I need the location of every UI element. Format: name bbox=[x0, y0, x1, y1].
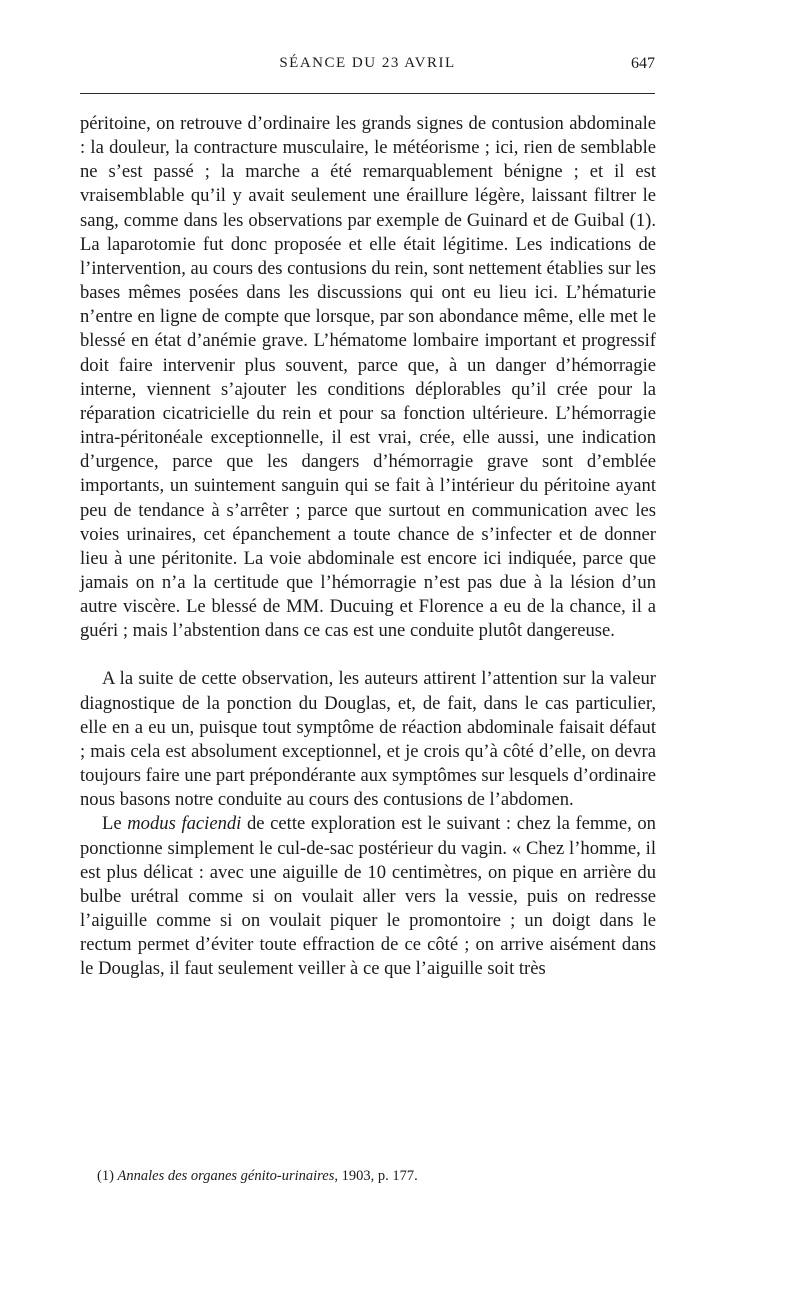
header-rule bbox=[80, 93, 655, 94]
footnote-journal: Annales des organes génito-urinaires bbox=[117, 1168, 335, 1184]
paragraph-modus-faciendi bbox=[80, 812, 656, 981]
paragraph-continuation: péritoine, on retrouve d’ordinaire les grands signes de contusion abdominale : la douleur, la contracture musculaire, le météorisme ; ici, rien de semblable ne s’est passé ; la marche a été remarquablement bénigne ; et il est vraisemblable qu’il y avait seulement une éraillure légère, laissant filtrer le sang, comme dans les observations par exemple de Guinard et de Guibal (1). La laparotomie fut donc proposée et elle était légitime. Les indications de l’intervention, au cours des contusions du rein, sont nettement établies sur les bases mêmes posées dans les discussions qui ont eu lieu ici. L’hématurie n’entre en ligne de compte que lorsque, par son abondance même, elle met le blessé en état d’anémie grave. L’hématome lombaire important et progressif doit faire intervenir plus souvent, parce que, à un danger d’hémorragie interne, viennent s’ajouter les conditions déplorables qu’il crée pour la réparation cicatricielle du rein et pour sa fonction ultérieure. L’hémorragie intra-péritonéale exceptionnelle, il est vrai, crée, elle aussi, une indication d’urgence, parce que les dangers d’hémorragie grave sont d’emblée importants, un suintement sanguin qui se fait à l’intérieur du péritoine ayant peu de tendance à s’arrêter ; parce que surtout en communication avec les voies urinaires, cet épanchement a toute chance de s’infecter et de donner lieu à une péritonite. La voie abdominale est encore ici indiquée, parce que jamais on n’a la certitude que l’hémorragie n’est pas due à la lésion d’un autre viscère. Le blessé de MM. Ducuing et Florence a eu de la chance, il a guéri ; mais l’abstention dans ce cas est une conduite plutôt dangereuse. bbox=[80, 113, 656, 642]
footnote bbox=[97, 1166, 657, 1186]
footnote-reference: , 1903, p. 177. bbox=[334, 1168, 418, 1184]
paragraph-douglas-puncture: A la suite de cette observation, les auteurs attirent l’attention sur la valeur diagnostique de la ponction du Douglas, et, de fait, dans le cas particulier, elle en a eu un, puisque tout symptôme de réaction abdominale faisait défaut ; mais cela est absolument exceptionnel, et je crois qu’à côté d’elle, on devra toujours faire une part prépondérante aux symptômes sur lesquels d’ordinaire nous basons notre conduite au cours des contusions de l’abdomen. bbox=[80, 668, 656, 811]
footnote-marker: (1) bbox=[97, 1168, 118, 1184]
page-number: 647 bbox=[631, 55, 655, 72]
para3-text: de cette exploration est le suivant : chez la femme, on ponctionne simplement le cul-de-sac postérieur du vagin. « Chez l’homme, il est plus délicat : avec une aiguille de 10 centimètres, on pique en arrière du bulbe urétral comme si on voulait aller vers la vessie, puis on redresse l’aiguille comme si on voulait piquer le promontoire ; un doigt dans le rectum permet d’éviter toute effraction de ce côté ; on arrive aisément dans le Douglas, il faut seulement veiller à ce que l’aiguille soit très bbox=[80, 813, 656, 980]
running-head bbox=[80, 55, 655, 85]
body-text bbox=[80, 112, 656, 981]
modus-faciendi-italic: modus faciendi bbox=[127, 813, 242, 835]
running-title: SÉANCE DU 23 AVRIL bbox=[279, 55, 456, 71]
para3-lead: Le bbox=[102, 813, 128, 835]
